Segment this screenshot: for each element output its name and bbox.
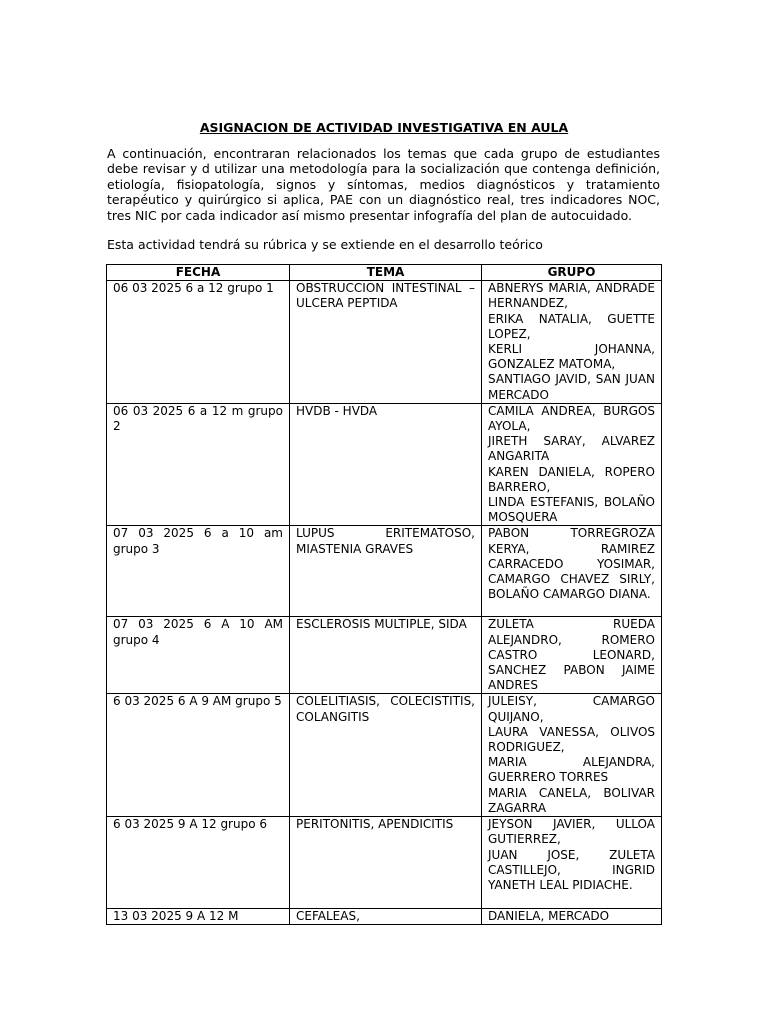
table-row bbox=[107, 526, 662, 617]
grupo-text: JULEISY, CAMARGO QUIJANO, LAURA VANESSA, OLIVOS RODRIGUEZ, MARIA ALEJANDRA, GUERRERO TORRES MARIA CANELA, BOLIVAR ZAGARRA bbox=[488, 694, 655, 815]
document-title: ASIGNACION DE ACTIVIDAD INVESTIGATIVA EN AULA bbox=[199, 120, 569, 135]
table-row bbox=[107, 403, 662, 526]
cell-tema: PERITONITIS, APENDICITIS bbox=[290, 817, 482, 909]
cell-fecha: 6 03 2025 9 A 12 grupo 6 bbox=[107, 817, 290, 909]
grupo-text: CAMILA ANDREA, BURGOS AYOLA, JIRETH SARAY, ALVAREZ ANGARITA KAREN DANIELA, ROPERO BARRERO, LINDA ESTEFANIS, BOLAÑO MOSQUERA bbox=[488, 403, 655, 525]
cell-grupo bbox=[482, 694, 662, 817]
table-row bbox=[107, 817, 662, 909]
cell-grupo bbox=[482, 617, 662, 694]
table-row bbox=[107, 281, 662, 404]
grupo-text: JEYSON JAVIER, ULLOA GUTIERREZ, JUAN JOSE, ZULETA CASTILLEJO, INGRID YANETH LEAL PIDIACHE. bbox=[488, 817, 655, 892]
cell-fecha: 07 03 2025 6 A 10 AM grupo 4 bbox=[107, 617, 290, 694]
cell-grupo bbox=[482, 817, 662, 909]
cell-grupo bbox=[482, 281, 662, 404]
cell-tema: CEFALEAS, bbox=[290, 909, 482, 925]
table-row bbox=[107, 909, 662, 925]
header-fecha: FECHA bbox=[107, 265, 290, 281]
cell-grupo bbox=[482, 909, 662, 925]
cell-fecha: 07 03 2025 6 a 10 am grupo 3 bbox=[107, 526, 290, 617]
table-row bbox=[107, 617, 662, 694]
grupo-text: DANIELA, MERCADO bbox=[488, 909, 610, 924]
grupo-text: ZULETA RUEDA ALEJANDRO, ROMERO CASTRO LEONARD, SANCHEZ PABON JAIME ANDRES bbox=[488, 617, 655, 693]
cell-fecha: 06 03 2025 6 a 12 grupo 1 bbox=[107, 281, 290, 404]
cell-fecha: 13 03 2025 9 A 12 M bbox=[107, 909, 290, 925]
header-grupo: GRUPO bbox=[482, 265, 662, 281]
cell-tema: LUPUS ERITEMATOSO, MIASTENIA GRAVES bbox=[290, 526, 482, 617]
intro-paragraph: A continuación, encontraran relacionados los temas que cada grupo de estudiantes debe revisar y d utilizar una metodología para la socialización que contenga definición, etiología, fisiopatología, signos y síntomas, medios diagnósticos y tratamiento terapéutico y quirúrgico si aplica, PAE con un diagnóstico real, tres indicadores NOC, tres NIC por cada indicador así mismo presentar infografía del plan de autocuidado. bbox=[107, 146, 660, 223]
table-header-row bbox=[107, 265, 662, 281]
cell-fecha: 06 03 2025 6 a 12 m grupo 2 bbox=[107, 403, 290, 526]
cell-tema: ESCLEROSIS MULTIPLE, SIDA bbox=[290, 617, 482, 694]
grupo-text: PABON TORREGROZA KERYA, RAMIREZ CARRACEDO YOSIMAR, CAMARGO CHAVEZ SIRLY, BOLAÑO CAMARGO DIANA. bbox=[488, 526, 655, 602]
note-paragraph: Esta actividad tendrá su rúbrica y se extiende en el desarrollo teórico bbox=[107, 237, 543, 252]
header-tema: TEMA bbox=[290, 265, 482, 281]
cell-grupo bbox=[482, 403, 662, 526]
cell-tema: COLELITIASIS, COLECISTITIS, COLANGITIS bbox=[290, 694, 482, 817]
assignment-table bbox=[106, 264, 662, 925]
cell-fecha: 6 03 2025 6 A 9 AM grupo 5 bbox=[107, 694, 290, 817]
grupo-text: ABNERYS MARIA, ANDRADE HERNANDEZ, ERIKA NATALIA, GUETTE LOPEZ, KERLI JOHANNA, GONZALEZ MATOMA, SANTIAGO JAVID, SAN JUAN MERCADO bbox=[488, 281, 655, 402]
cell-tema: HVDB - HVDA bbox=[290, 403, 482, 526]
table-row bbox=[107, 694, 662, 817]
cell-grupo bbox=[482, 526, 662, 617]
cell-tema: OBSTRUCCION INTESTINAL – ULCERA PEPTIDA bbox=[290, 281, 482, 404]
